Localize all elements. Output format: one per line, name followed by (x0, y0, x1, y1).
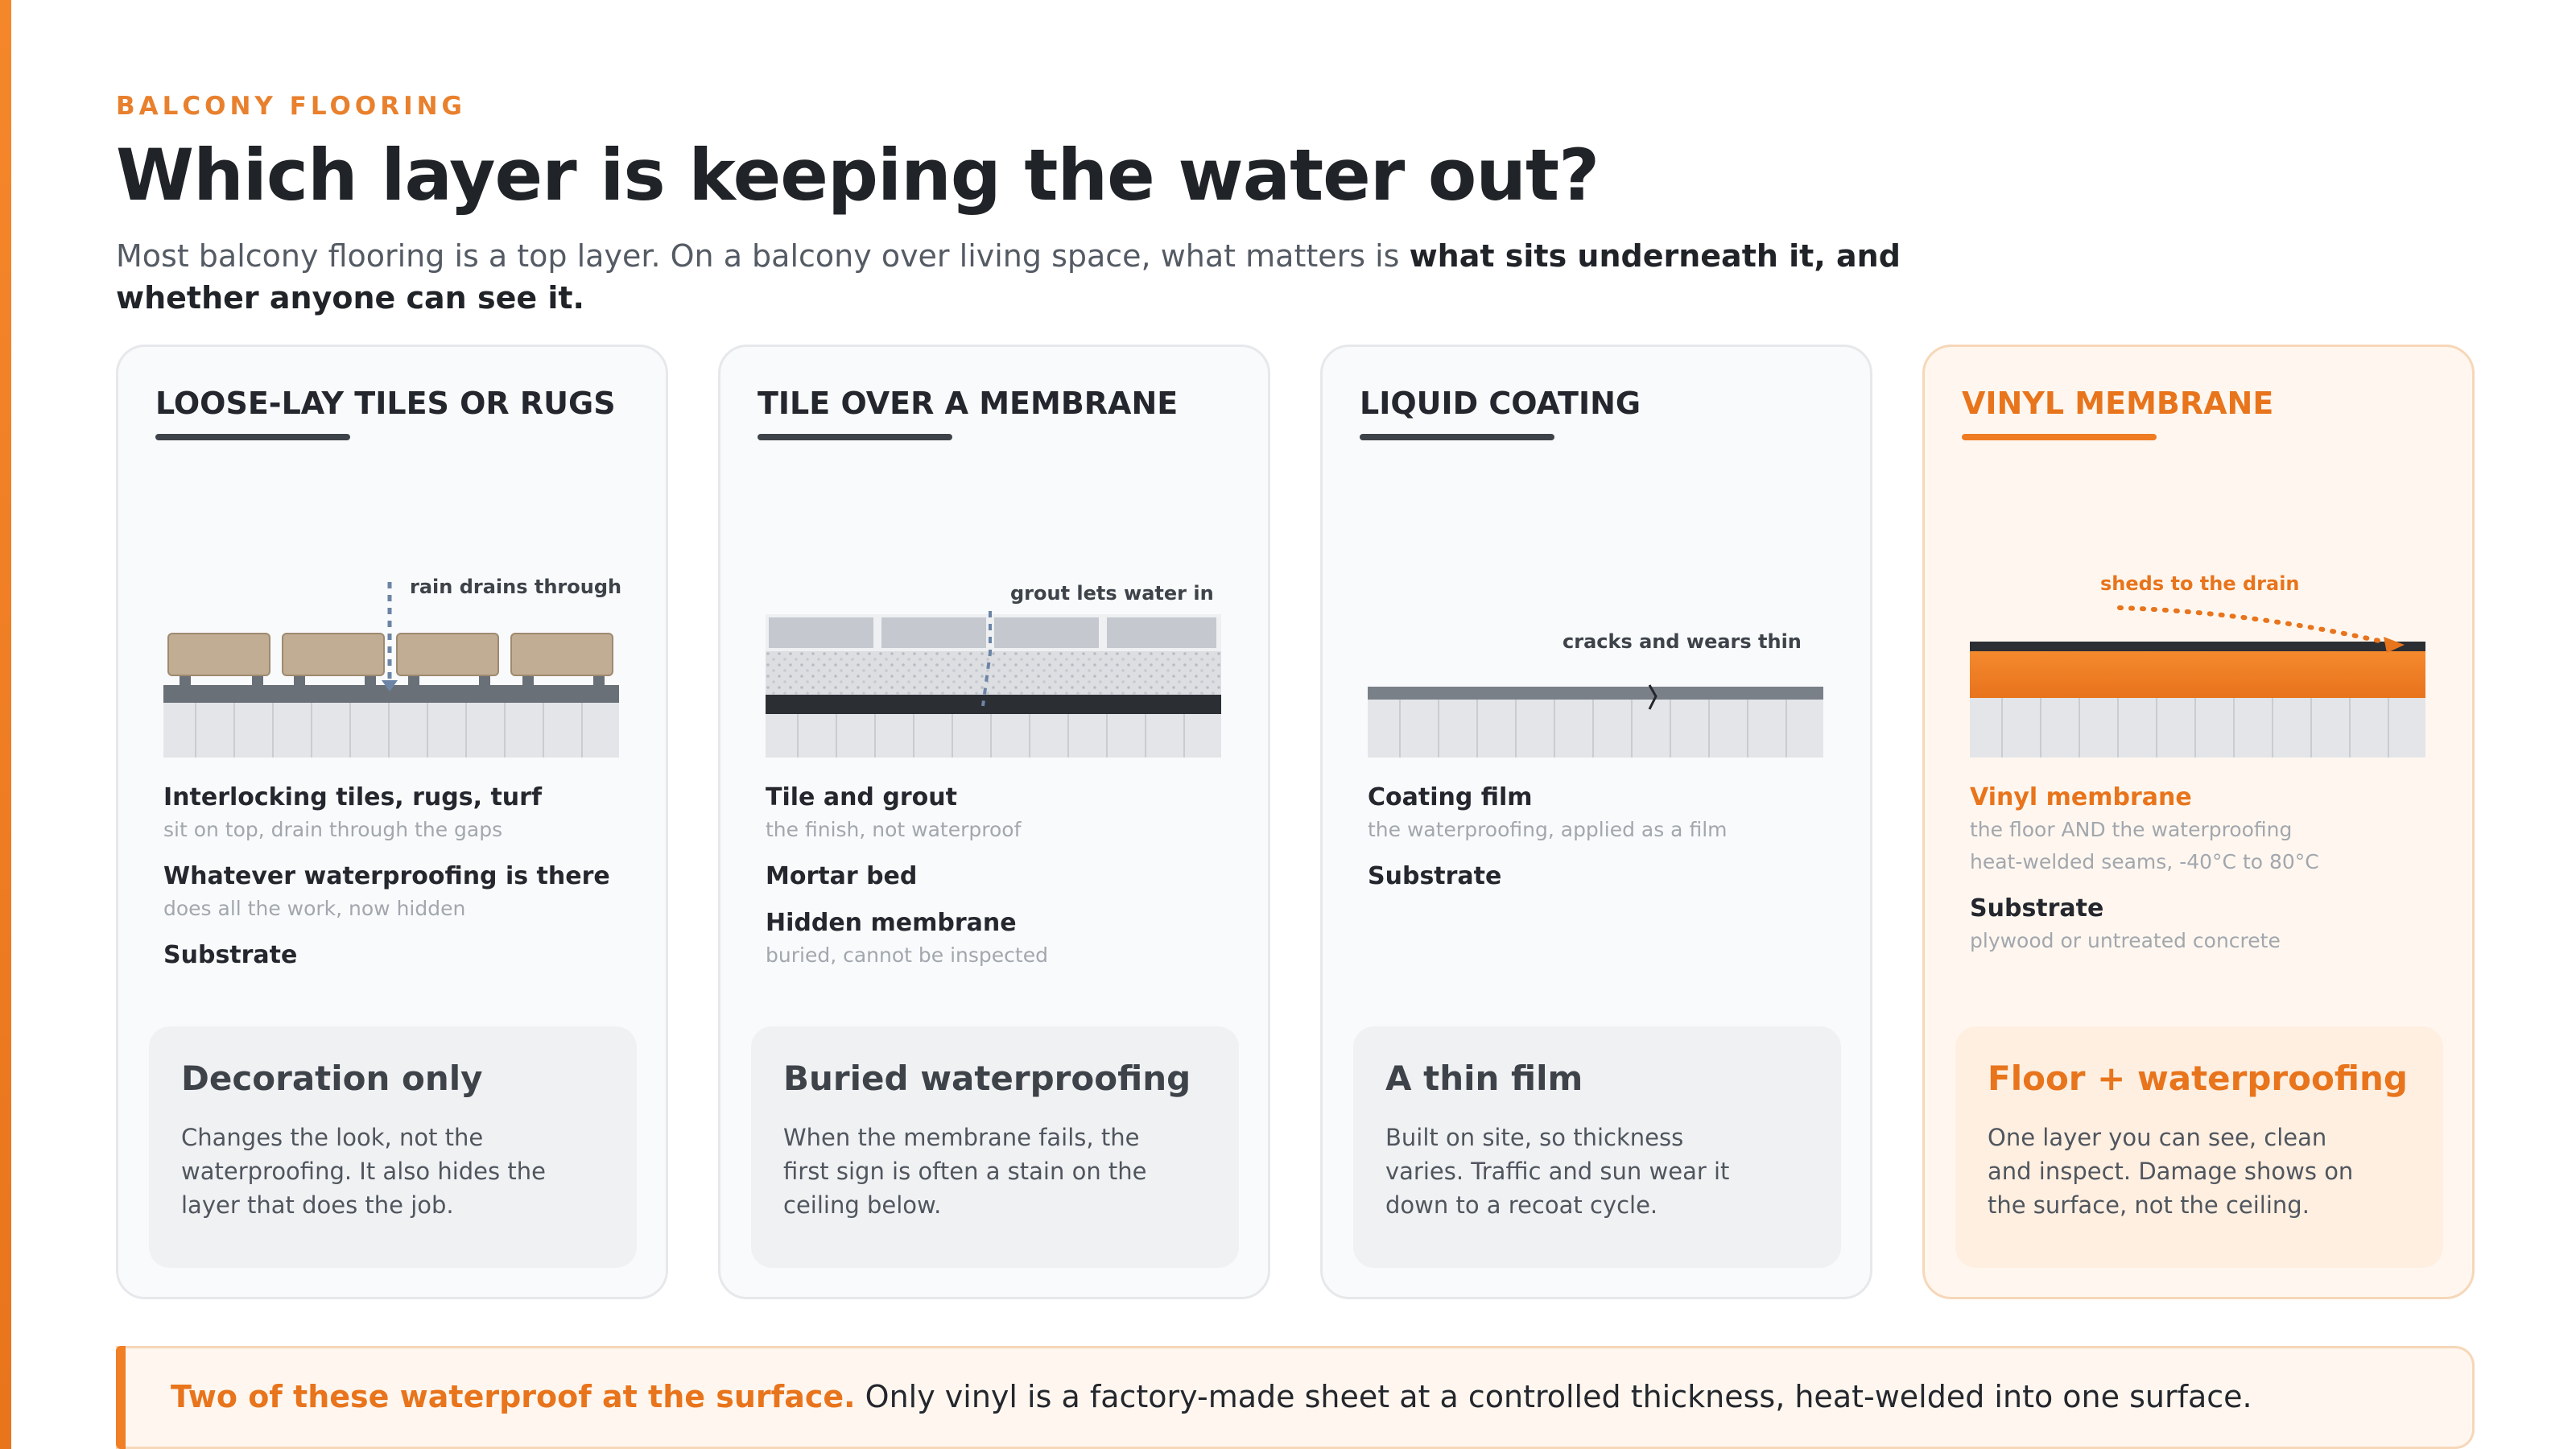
card-vinyl-membrane (1922, 345, 2475, 1299)
layer-name: Substrate (163, 941, 298, 969)
layer-name: Whatever waterproofing is there (163, 862, 610, 890)
runoff-path (2120, 608, 2396, 645)
callout-lead: Two of these waterproof at the surface. (171, 1379, 856, 1414)
layer-list (766, 782, 1249, 986)
layer-name: Vinyl membrane (1970, 783, 2192, 811)
vinyl-diagram (1970, 516, 2437, 758)
layer-list (1368, 782, 1851, 907)
layer-item (766, 782, 1249, 846)
layer-note: the waterproofing, applied as a film (1368, 818, 1728, 841)
verdict-box (1955, 1026, 2443, 1268)
vinyl-illustration (1970, 516, 2437, 758)
layer-item (1368, 861, 1851, 893)
subtitle-bold: what sits underneath it, and whether anyone can see it. (116, 238, 1901, 316)
layer-note: the floor AND the waterproofing (1970, 818, 2293, 841)
card-liquid-coating (1320, 345, 1872, 1299)
layer-item (766, 907, 1249, 972)
callout-accent (116, 1346, 126, 1449)
eyebrow: BALCONY FLOORING (116, 92, 466, 121)
substrate-block (1970, 698, 2425, 758)
layer-name: Coating film (1368, 783, 1533, 811)
card-title: LIQUID COATING (1360, 386, 1641, 421)
layer-name: Interlocking tiles, rugs, turf (163, 783, 543, 811)
layer-note: does all the work, now hidden (163, 897, 466, 920)
tile-membrane-illustration (766, 516, 1232, 758)
layer-name: Hidden membrane (766, 909, 1017, 937)
callout-rest: Only vinyl is a factory-made sheet at a controlled thickness, heat-welded into one surface. (855, 1379, 2252, 1414)
illustration-label: cracks and wears thin (1563, 630, 1802, 653)
summary-callout (116, 1346, 2475, 1449)
title-underline (758, 434, 952, 440)
verdict-box (1353, 1026, 1841, 1268)
layer-item (163, 939, 646, 972)
layer-note: sit on top, drain through the gaps (163, 818, 503, 841)
layer-list (1970, 782, 2453, 972)
verdict-box (751, 1026, 1239, 1268)
layer-note: the finish, not waterproof (766, 818, 1022, 841)
verdict-body: Changes the look, not the waterproofing. It also hides the layer that does the job. (181, 1124, 546, 1219)
liquid-coating-diagram (1368, 516, 1835, 758)
comparison-cards (116, 345, 2475, 1299)
substrate-block (1368, 698, 1823, 758)
card-title: VINYL MEMBRANE (1962, 386, 2274, 421)
vinyl-membrane-layer (1970, 650, 2425, 698)
layer-name: Mortar bed (766, 862, 918, 890)
card-loose-lay (116, 345, 668, 1299)
page-title: Which layer is keeping the water out? (116, 134, 1600, 217)
coating-film (1368, 687, 1823, 700)
vinyl-top-edge (1970, 642, 2425, 651)
layer-list (163, 782, 646, 986)
verdict-title: Buried waterproofing (783, 1059, 1191, 1098)
tile-membrane-diagram (766, 516, 1232, 758)
layer-name: Tile and grout (766, 783, 957, 811)
layer-name: Substrate (1970, 894, 2104, 923)
verdict-body: One layer you can see, clean and inspect. Damage shows on the surface, not the ceiling. (1988, 1124, 2354, 1219)
hidden-membrane (766, 695, 1221, 714)
callout-text (171, 1379, 2252, 1414)
illustration-label: sheds to the drain (2100, 572, 2300, 595)
left-accent-bar (0, 0, 11, 1449)
title-underline (155, 434, 350, 440)
verdict-body: Built on site, so thickness varies. Traffic and sun wear it down to a recoat cycle. (1385, 1124, 1730, 1219)
title-underline (1962, 434, 2157, 440)
subtitle-plain: Most balcony flooring is a top layer. On a balcony over living space, what matters is (116, 238, 1410, 274)
title-underline (1360, 434, 1554, 440)
verdict-box (149, 1026, 637, 1268)
liquid-coating-illustration (1368, 516, 1835, 758)
layer-item (766, 861, 1249, 893)
layer-item (1970, 893, 2453, 957)
illustration-label: grout lets water in (1010, 582, 1214, 605)
card-title: TILE OVER A MEMBRANE (758, 386, 1179, 421)
layer-item (163, 782, 646, 846)
verdict-title: A thin film (1385, 1059, 1583, 1098)
verdict-body: When the membrane fails, the first sign is often a stain on the ceiling below. (783, 1124, 1147, 1219)
illustration-label: rain drains through (410, 576, 622, 598)
loose-lay-diagram (163, 516, 630, 758)
page-subtitle (116, 235, 1967, 319)
layer-note: buried, cannot be inspected (766, 943, 1048, 967)
layer-note: heat-welded seams, -40°C to 80°C (1970, 850, 2319, 873)
layer-item (163, 861, 646, 925)
layer-item (1970, 782, 2453, 878)
verdict-title: Floor + waterproofing (1988, 1059, 2408, 1098)
layer-name: Substrate (1368, 862, 1502, 890)
card-title: LOOSE-LAY TILES OR RUGS (155, 386, 616, 421)
substrate-block (163, 701, 619, 758)
layer-note: plywood or untreated concrete (1970, 929, 2281, 952)
verdict-title: Decoration only (181, 1059, 483, 1098)
loose-lay-illustration (163, 516, 630, 758)
card-tile-over-membrane (718, 345, 1270, 1299)
substrate-block (766, 712, 1221, 758)
layer-item (1368, 782, 1851, 846)
